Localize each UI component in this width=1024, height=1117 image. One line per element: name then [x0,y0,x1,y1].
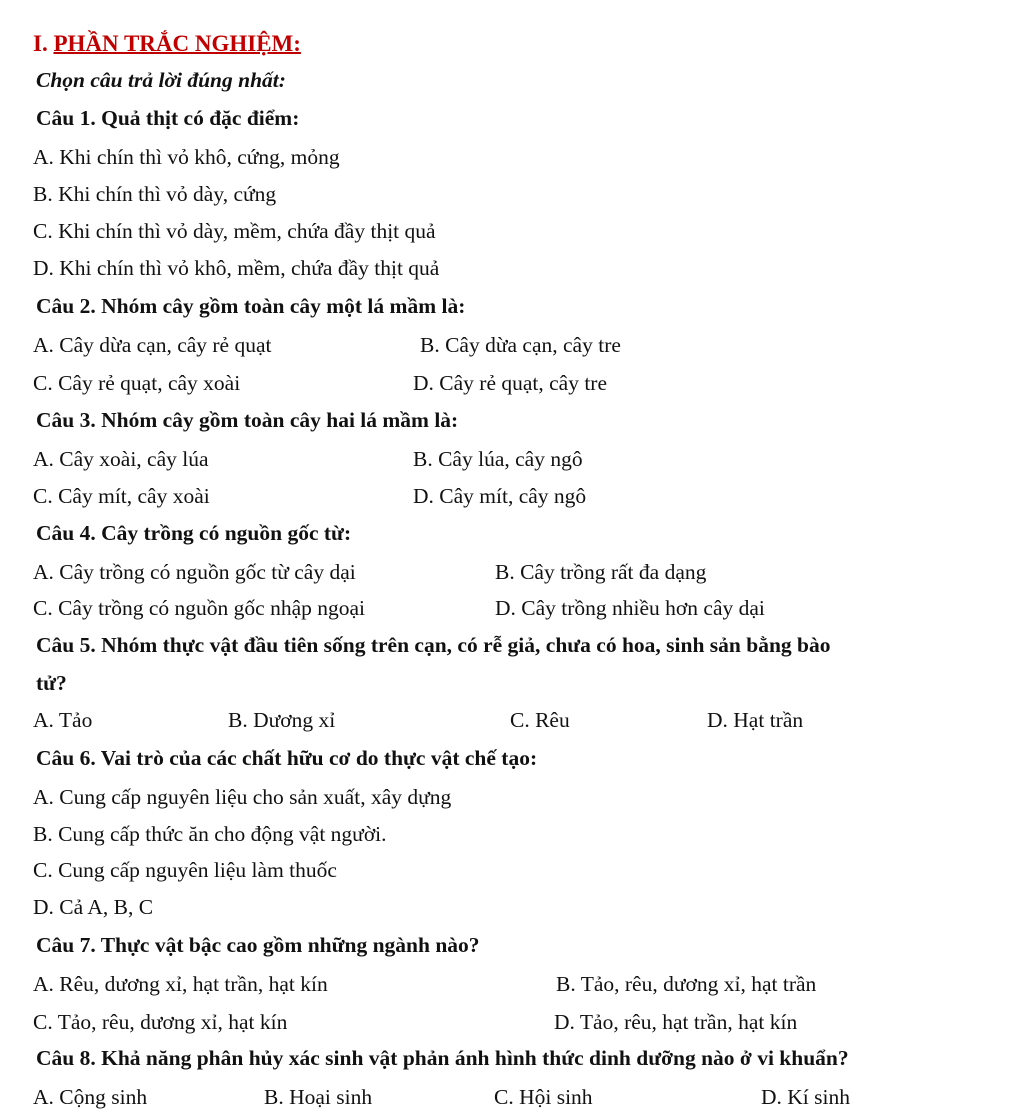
question-5-option-a: A. Tảo [33,708,93,732]
question-1-option-d: D. Khi chín thì vỏ khô, mềm, chứa đầy thịt quả [33,256,440,280]
question-3-stem: Câu 3. Nhóm cây gồm toàn cây hai lá mầm là: [36,408,459,432]
question-2-option-d: D. Cây rẻ quạt, cây tre [413,371,608,395]
question-5-stem-line-2: tử? [36,671,67,695]
question-5-option-d: D. Hạt trần [707,708,804,732]
question-6-option-d: D. Cả A, B, C [33,895,154,919]
question-1-option-c: C. Khi chín thì vỏ dày, mềm, chứa đầy thịt quả [33,219,436,243]
question-4-stem: Câu 4. Cây trồng có nguồn gốc từ: [36,521,352,545]
question-2-option-b: B. Cây dừa cạn, cây tre [420,333,621,357]
question-7-option-d: D. Tảo, rêu, hạt trần, hạt kín [554,1010,798,1034]
question-7-option-b: B. Tảo, rêu, dương xỉ, hạt trần [556,972,817,996]
question-3-option-d: D. Cây mít, cây ngô [413,484,587,508]
question-3-option-c: C. Cây mít, cây xoài [33,484,210,508]
question-4-option-a: A. Cây trồng có nguồn gốc từ cây dại [33,560,356,584]
section-number: I. [33,31,48,56]
question-3-option-b: B. Cây lúa, cây ngô [413,447,583,471]
question-5-stem-line-1: Câu 5. Nhóm thực vật đầu tiên sống trên cạn, có rễ giả, chưa có hoa, sinh sản bằng bào [36,633,831,657]
question-8-option-a: A. Cộng sinh [33,1085,148,1109]
question-8-option-c: C. Hội sinh [494,1085,593,1109]
question-8-option-d: D. Kí sinh [761,1085,850,1109]
question-4-option-c: C. Cây trồng có nguồn gốc nhập ngoại [33,596,366,620]
question-1-option-a: A. Khi chín thì vỏ khô, cứng, mỏng [33,145,340,169]
question-7-option-c: C. Tảo, rêu, dương xỉ, hạt kín [33,1010,288,1034]
question-8-stem: Câu 8. Khả năng phân hủy xác sinh vật phản ánh hình thức dinh dưỡng nào ở vi khuẩn? [36,1046,849,1070]
instruction: Chọn câu trả lời đúng nhất: [36,68,286,92]
question-5-option-b: B. Dương xỉ [228,708,336,732]
question-2-option-c: C. Cây rẻ quạt, cây xoài [33,371,241,395]
question-3-option-a: A. Cây xoài, cây lúa [33,447,209,471]
section-heading [33,32,301,55]
question-1-stem: Câu 1. Quả thịt có đặc điểm: [36,106,300,130]
question-6-option-c: C. Cung cấp nguyên liệu làm thuốc [33,858,337,882]
question-7-stem: Câu 7. Thực vật bậc cao gồm những ngành nào? [36,933,480,957]
question-2-stem: Câu 2. Nhóm cây gồm toàn cây một lá mầm là: [36,294,466,318]
question-6-option-b: B. Cung cấp thức ăn cho động vật người. [33,822,387,846]
question-6-stem: Câu 6. Vai trò của các chất hữu cơ do thực vật chế tạo: [36,746,538,770]
question-5-option-c: C. Rêu [510,708,570,732]
question-1-option-b: B. Khi chín thì vỏ dày, cứng [33,182,277,206]
question-8-option-b: B. Hoại sinh [264,1085,373,1109]
question-2-option-a: A. Cây dừa cạn, cây rẻ quạt [33,333,272,357]
question-6-option-a: A. Cung cấp nguyên liệu cho sản xuất, xây dựng [33,785,452,809]
question-4-option-d: D. Cây trồng nhiều hơn cây dại [495,596,765,620]
section-title: PHẦN TRẮC NGHIỆM: [53,31,301,56]
question-4-option-b: B. Cây trồng rất đa dạng [495,560,707,584]
question-7-option-a: A. Rêu, dương xỉ, hạt trần, hạt kín [33,972,328,996]
